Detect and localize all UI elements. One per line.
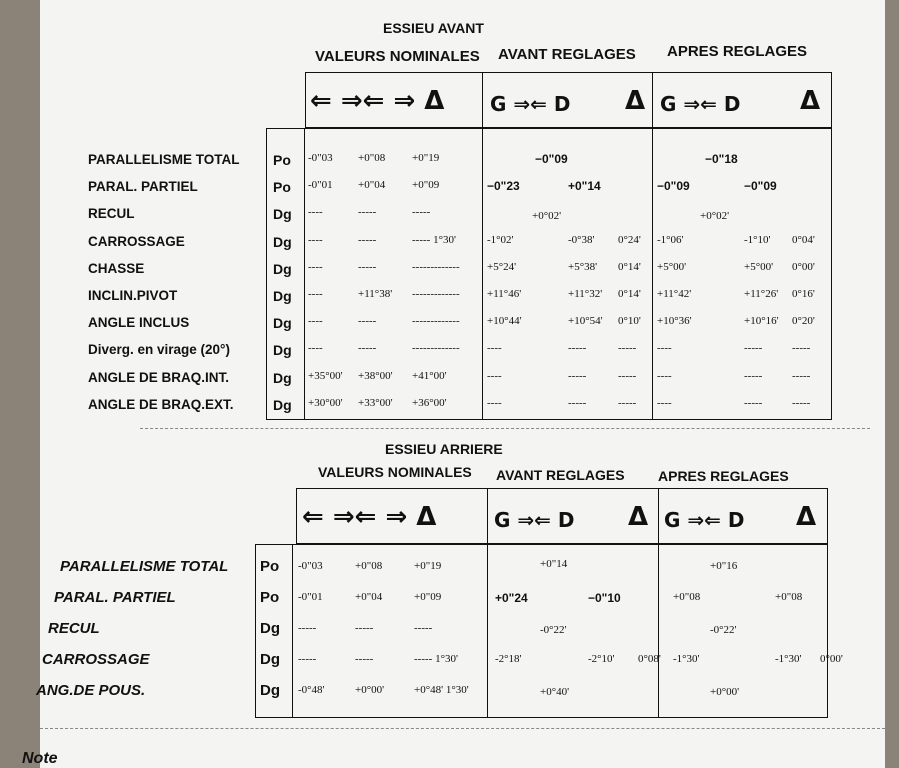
front-row-label: PARALLELISME TOTAL: [88, 152, 240, 167]
front-before-left: +11°46': [487, 288, 522, 300]
rear-row-unit: Dg: [260, 682, 280, 699]
front-before-right: -----: [568, 397, 587, 409]
front-nominal-max: ----- 1°30': [412, 234, 456, 246]
front-nominal-min: -0"03: [308, 152, 333, 164]
front-after-right: +10°16': [744, 315, 779, 327]
rear-nominal-max: +0"19: [414, 560, 442, 572]
rear-header-after: APRES REGLAGES: [658, 468, 789, 484]
front-nominal-symbols: ⇐ ⇒⇐ ⇒ Δ: [310, 86, 445, 116]
front-before-delta: 0°10': [618, 315, 641, 327]
front-after-left: ----: [657, 370, 672, 382]
front-after-right: +5°00': [744, 261, 774, 273]
front-nominal-max: +36°00': [412, 397, 447, 409]
rear-before-total: -0°22': [540, 624, 567, 636]
front-row-unit: Dg: [273, 370, 292, 386]
rear-row-unit: Po: [260, 558, 280, 575]
front-before-total: +0°02': [532, 210, 562, 222]
rear-nominal-mid: +0°00': [355, 684, 385, 696]
front-nominal-mid: -----: [358, 342, 377, 354]
rear-after-side-symbol: G ⇒⇐ D: [664, 508, 745, 532]
front-nominal-mid: +0"08: [358, 152, 386, 164]
front-after-right: -----: [744, 342, 763, 354]
front-row-label: ANGLE DE BRAQ.EXT.: [88, 397, 234, 412]
front-before-right: -0°38': [568, 234, 595, 246]
front-before-delta: 0°14': [618, 288, 641, 300]
front-before-left: ----: [487, 397, 502, 409]
front-before-delta-icon: Δ: [625, 86, 646, 116]
front-after-left: −0"09: [657, 179, 690, 193]
front-before-right: -----: [568, 342, 587, 354]
rear-nominal-max: +0"09: [414, 591, 442, 603]
front-before-right: +10°54': [568, 315, 603, 327]
front-after-right: -1°10': [744, 234, 771, 246]
front-before-delta: -----: [618, 397, 637, 409]
front-row-label: Diverg. en virage (20°): [88, 342, 230, 357]
rear-nominal-mid: +0"04: [355, 591, 383, 603]
front-before-left: +10°44': [487, 315, 522, 327]
front-header-after: APRES REGLAGES: [667, 43, 808, 60]
front-after-delta: 0°00': [792, 261, 815, 273]
front-before-total: −0"09: [535, 152, 568, 166]
front-after-right: -----: [744, 370, 763, 382]
front-nominal-max: +0"09: [412, 179, 440, 191]
front-after-delta: 0°16': [792, 288, 815, 300]
fold-separator: [140, 428, 870, 429]
rear-after-total: +0"16: [710, 560, 738, 572]
front-nominal-min: ----: [308, 261, 323, 273]
rear-row-unit: Dg: [260, 620, 280, 637]
rear-before-left: -2°18': [495, 653, 522, 665]
rear-before-total: +0°40': [540, 686, 570, 698]
rear-after-delta: 0°00': [820, 653, 843, 665]
rear-unit-divider: [292, 544, 293, 718]
front-before-delta: 0°14': [618, 261, 641, 273]
front-before-left: -1°02': [487, 234, 514, 246]
front-nominal-mid: +33°00': [358, 397, 393, 409]
front-nominal-mid: +11°38': [358, 288, 393, 300]
rear-header-nominal: VALEURS NOMINALES: [318, 464, 472, 480]
rear-after-delta-icon: Δ: [796, 502, 817, 532]
front-nominal-max: -------------: [412, 315, 460, 327]
front-nominal-mid: -----: [358, 261, 377, 273]
document-page: [22, 0, 885, 768]
front-after-delta: -----: [792, 342, 811, 354]
front-nominal-min: ----: [308, 342, 323, 354]
front-row-unit: Dg: [273, 261, 292, 277]
front-row-unit: Dg: [273, 315, 292, 331]
front-nominal-max: -------------: [412, 342, 460, 354]
rear-nominal-min: -----: [298, 622, 317, 634]
rear-row-label: CARROSSAGE: [42, 651, 150, 668]
front-row-unit: Dg: [273, 397, 292, 413]
front-after-left: +11°42': [657, 288, 692, 300]
front-after-delta: 0°20': [792, 315, 815, 327]
front-before-right: -----: [568, 370, 587, 382]
rear-nominal-max: ----- 1°30': [414, 653, 458, 665]
rear-before-delta-icon: Δ: [628, 502, 649, 532]
rear-before-delta: 0°08': [638, 653, 661, 665]
front-before-left: ----: [487, 370, 502, 382]
front-nominal-mid: +0"04: [358, 179, 386, 191]
front-after-right: −0"09: [744, 179, 777, 193]
front-nominal-max: -------------: [412, 261, 460, 273]
front-row-unit: Po: [273, 152, 291, 168]
rear-before-right: −0"10: [588, 591, 621, 605]
front-before-delta: -----: [618, 370, 637, 382]
rear-row-label: PARALLELISME TOTAL: [60, 558, 229, 575]
front-row-unit: Dg: [273, 206, 292, 222]
rear-before-right: -2°10': [588, 653, 615, 665]
front-row-label: INCLIN.PIVOT: [88, 288, 178, 303]
front-row-label: CHASSE: [88, 261, 145, 276]
rear-nominal-min: -0"03: [298, 560, 323, 572]
front-before-right: +11°32': [568, 288, 603, 300]
front-nominal-mid: -----: [358, 234, 377, 246]
front-nominal-mid: -----: [358, 206, 377, 218]
rear-after-left: -1°30': [673, 653, 700, 665]
rear-after-left: +0"08: [673, 591, 701, 603]
front-before-delta: -----: [618, 342, 637, 354]
rear-axle-title: ESSIEU ARRIERE: [385, 441, 503, 457]
front-before-left: −0"23: [487, 179, 520, 193]
rear-after-right: +0"08: [775, 591, 803, 603]
front-row-label: PARAL. PARTIEL: [88, 179, 198, 194]
rear-row-unit: Po: [260, 589, 280, 606]
rear-row-label: PARAL. PARTIEL: [54, 589, 176, 606]
front-after-side-symbol: G ⇒⇐ D: [660, 92, 741, 116]
front-before-delta: 0°24': [618, 234, 641, 246]
rear-after-right: -1°30': [775, 653, 802, 665]
front-nominal-min: ----: [308, 206, 323, 218]
front-row-label: CARROSSAGE: [88, 234, 185, 249]
front-nominal-min: -0"01: [308, 179, 333, 191]
front-nominal-max: +41°00': [412, 370, 447, 382]
front-nominal-min: ----: [308, 288, 323, 300]
front-after-right: -----: [744, 397, 763, 409]
rear-nominal-symbols: ⇐ ⇒⇐ ⇒ Δ: [302, 502, 437, 532]
front-after-right: +11°26': [744, 288, 779, 300]
rear-row-unit: Dg: [260, 651, 280, 668]
rear-after-total: +0°00': [710, 686, 740, 698]
rear-header-before: AVANT REGLAGES: [496, 467, 625, 483]
front-axle-title: ESSIEU AVANT: [383, 20, 484, 36]
rear-row-label: ANG.DE POUS.: [36, 682, 146, 699]
rear-nominal-mid: -----: [355, 622, 374, 634]
front-before-left: ----: [487, 342, 502, 354]
rear-before-left: +0"24: [495, 591, 528, 605]
front-before-right: +0"14: [568, 179, 601, 193]
front-before-right: +5°38': [568, 261, 598, 273]
rear-nominal-min: -0"01: [298, 591, 323, 603]
rear-before-total: +0"14: [540, 558, 568, 570]
front-after-delta: 0°04': [792, 234, 815, 246]
front-nominal-min: ----: [308, 315, 323, 327]
front-row-unit: Dg: [273, 342, 292, 358]
bottom-separator: [40, 728, 885, 729]
front-row-label: ANGLE DE BRAQ.INT.: [88, 370, 230, 385]
front-row-unit: Po: [273, 179, 291, 195]
front-after-left: ----: [657, 397, 672, 409]
front-unit-divider: [304, 128, 305, 420]
front-nominal-max: -------------: [412, 288, 460, 300]
front-row-label: ANGLE INCLUS: [88, 315, 190, 330]
front-before-side-symbol: G ⇒⇐ D: [490, 92, 571, 116]
rear-nominal-min: -0°48': [298, 684, 325, 696]
front-after-delta-icon: Δ: [800, 86, 821, 116]
note-label: Note: [22, 750, 58, 767]
rear-before-side-symbol: G ⇒⇐ D: [494, 508, 575, 532]
front-after-total: +0°02': [700, 210, 730, 222]
front-header-before: AVANT REGLAGES: [498, 46, 636, 63]
rear-nominal-max: -----: [414, 622, 433, 634]
front-after-left: -1°06': [657, 234, 684, 246]
rear-after-total: -0°22': [710, 624, 737, 636]
front-after-delta: -----: [792, 370, 811, 382]
rear-nominal-min: -----: [298, 653, 317, 665]
front-nominal-min: +30°00': [308, 397, 343, 409]
rear-nominal-mid: +0"08: [355, 560, 383, 572]
rear-nominal-mid: -----: [355, 653, 374, 665]
front-row-unit: Dg: [273, 288, 292, 304]
front-after-total: −0"18: [705, 152, 738, 166]
front-nominal-max: +0"19: [412, 152, 440, 164]
front-before-left: +5°24': [487, 261, 517, 273]
rear-row-label: RECUL: [48, 620, 100, 637]
front-row-label: RECUL: [88, 206, 135, 221]
front-after-delta: -----: [792, 397, 811, 409]
front-after-left: +10°36': [657, 315, 692, 327]
front-row-unit: Dg: [273, 234, 292, 250]
front-after-left: +5°00': [657, 261, 687, 273]
rear-nominal-max: +0°48' 1°30': [414, 684, 469, 696]
front-nominal-min: +35°00': [308, 370, 343, 382]
front-nominal-mid: +38°00': [358, 370, 393, 382]
front-nominal-min: ----: [308, 234, 323, 246]
front-after-left: ----: [657, 342, 672, 354]
front-nominal-max: -----: [412, 206, 431, 218]
front-nominal-mid: -----: [358, 315, 377, 327]
front-header-nominal: VALEURS NOMINALES: [315, 48, 480, 65]
